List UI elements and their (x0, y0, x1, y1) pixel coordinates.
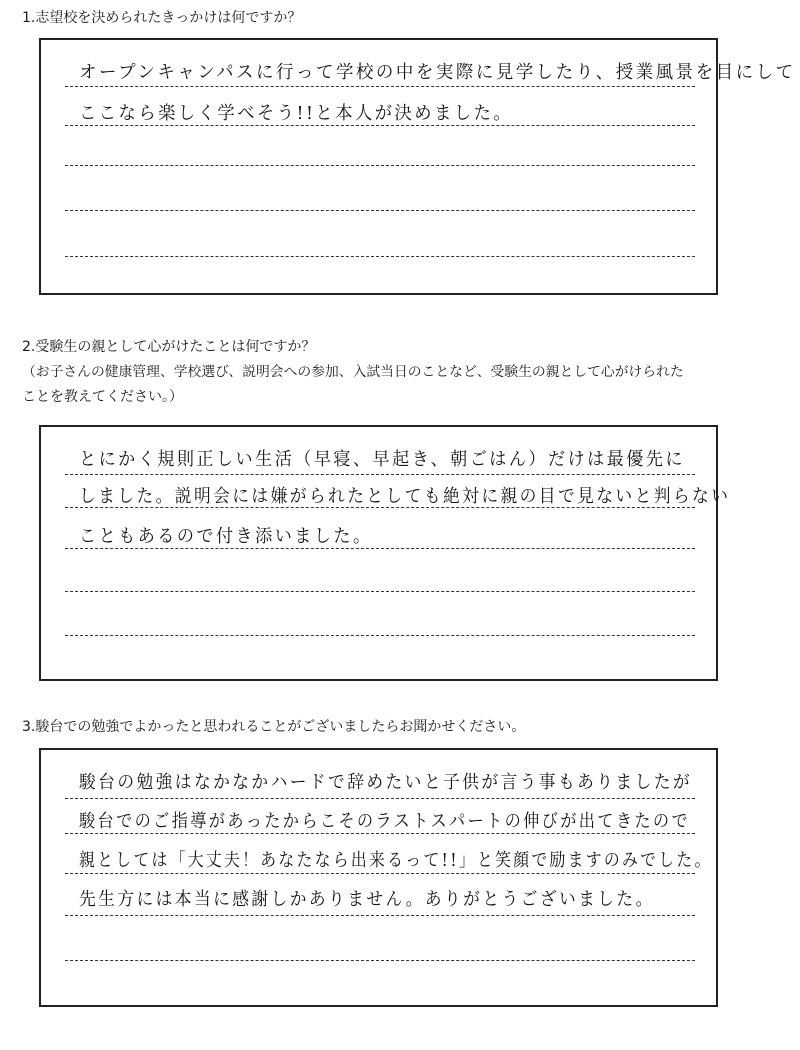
ruled-line (65, 873, 695, 874)
ruled-line (65, 548, 695, 549)
answer-3-box (39, 748, 718, 1007)
answer-3-line-4: 先生方には本当に感謝しかありません。ありがとうございました。 (79, 889, 655, 910)
ruled-line (65, 507, 695, 508)
question-2-label: 2.受験生の親として心がけたことは何ですか？ (22, 339, 316, 355)
ruled-line (65, 591, 695, 592)
ruled-line (65, 833, 695, 834)
answer-2-line-2: しました。説明会には嫌がられたとしても絶対に親の目で見ないと判らない (79, 486, 731, 507)
question-2-note-line-2: ことを教えてください。） (22, 389, 183, 405)
answer-1-box (39, 38, 796, 295)
question-3-label: 3.駿台での勉強でよかったと思われることがございましたらお聞かせください。 (22, 719, 526, 735)
ruled-line (65, 474, 695, 475)
answer-1-line-2: ここなら楽しく学べそう!!と本人が決めました。 (79, 103, 514, 124)
answer-1-line-1: オープンキャンパスに行って学校の中を実際に見学したり、授業風景を目にして (79, 62, 796, 83)
ruled-line (65, 86, 695, 87)
ruled-line (65, 915, 695, 916)
ruled-line (65, 960, 695, 961)
question-1-label: 1.志望校を決められたきっかけは何ですか？ (22, 10, 302, 26)
answer-2-box (39, 425, 731, 681)
answer-3-line-2: 駿台でのご指導があったからこそのラストスパートの伸びが出てきたので (79, 811, 691, 832)
ruled-line (65, 798, 695, 799)
ruled-line (65, 210, 695, 211)
ruled-line (65, 635, 695, 636)
ruled-line (65, 165, 695, 166)
answer-3-line-1: 駿台の勉強はなかなかハードで辞めたいと子供が言う事もありましたが (79, 772, 693, 793)
question-2-note-line-1: （お子さんの健康管理、学校選び、説明会への参加、入試当日のことなど、受験生の親として心がけられた (22, 364, 684, 380)
ruled-line (65, 125, 695, 126)
answer-2-line-3: こともあるので付き添いました。 (79, 526, 373, 547)
answer-2-line-1: とにかく規則正しい生活（早寝、早起き、朝ごはん）だけは最優先に (79, 449, 685, 470)
answer-3-line-3: 親としては「大丈夫！あなたなら出来るって!!」と笑顔で励ますのみでした。 (79, 850, 713, 871)
ruled-line (65, 256, 695, 257)
